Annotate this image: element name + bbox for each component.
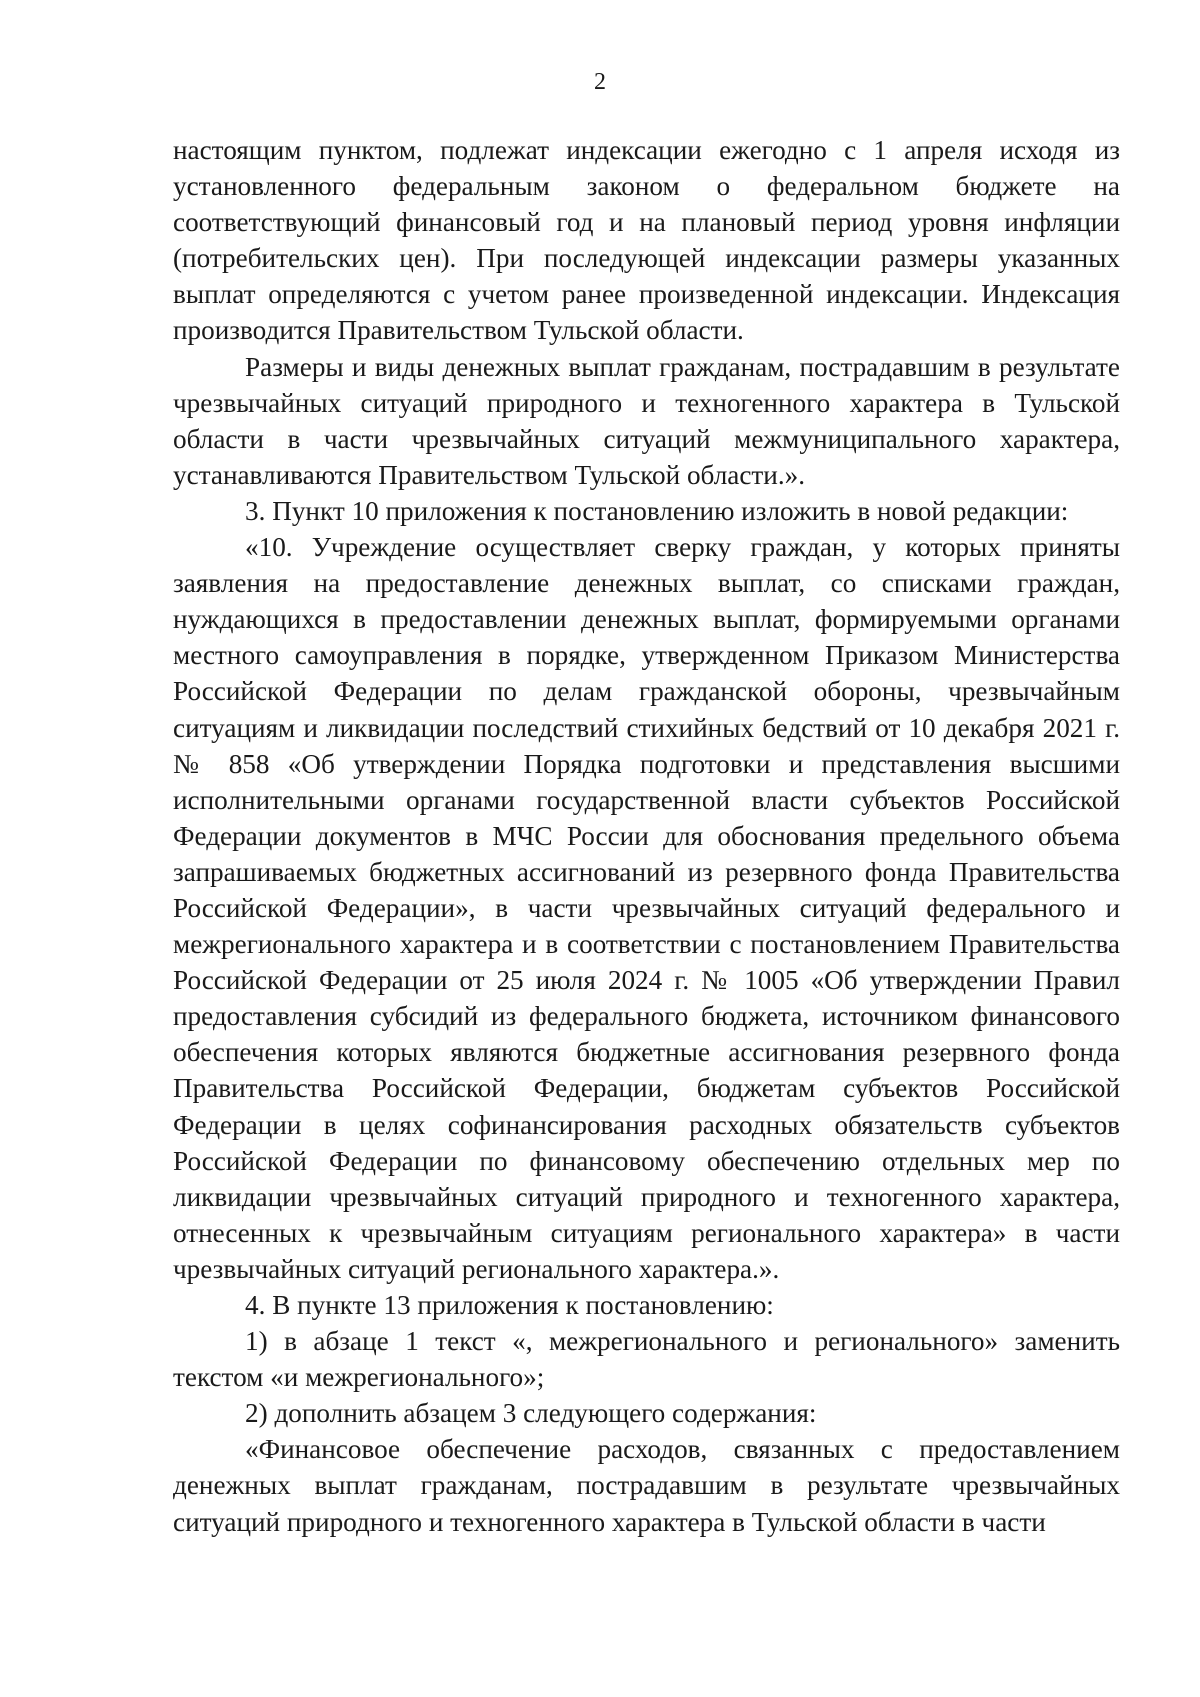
paragraph-item-4: 4. В пункте 13 приложения к постановлению: xyxy=(245,1290,774,1320)
paragraph-financing: «Финансовое обеспечение расходов, связанных с предоставлением денежных выплат гражданам, пострадавшим в результате чрезвычайных ситуаций природного и техногенного характера в Тульской области в части xyxy=(173,1434,1120,1537)
page-number: 2 xyxy=(594,69,606,95)
document-body xyxy=(173,132,1120,1540)
paragraph-subitem-2: 2) дополнить абзацем 3 следующего содержания: xyxy=(245,1398,817,1429)
paragraph-indexation: настоящим пунктом, подлежат индексации ежегодно с 1 апреля исходя из установленного федеральным законом о федеральном бюджете на соответствующий финансовый год и на плановый период уровня инфляции (потребительских цен). При последующей индексации размеры указанных выплат определяются с учетом ранее произведенной индексации. Индексация производится Правительством Тульской области. xyxy=(173,135,1120,346)
paragraph-clause-10: «10. Учреждение осуществляет сверку граждан, у которых приняты заявления на предоставление денежных выплат, со списками граждан, нуждающихся в предоставлении денежных выплат, формируемыми органами местного самоуправления в порядке, утвержденном Приказом Министерства Российской Федерации по делам гражданской обороны, чрезвычайным ситуациям и ликвидации последствий стихийных бедствий от 10 декабря 2021 г. № 858 «Об утверждении Порядка подготовки и представления высшими исполнительными органами государственной власти субъектов Российской Федерации документов в МЧС России для обоснования предельного объема запрашиваемых бюджетных ассигнований из резервного фонда Правительства Российской Федерации», в части чрезвычайных ситуаций федерального и межрегионального характера и в соответствии с постановлением Правительства Российской Федерации от 25 июля 2024 г. № 1005 «Об утверждении Правил предоставления субсидий из федерального бюджета, источником финансового обеспечения которых являются бюджетные ассигнования резервного фонда Правительства Российской Федерации, бюджетам субъектов Российской Федерации в целях софинансирования расходных обязательств субъектов Российской Федерации по финансовому обеспечению отдельных мер по ликвидации чрезвычайных ситуаций природного и техногенного характера, отнесенных к чрезвычайным ситуациям регионального характера» в части чрезвычайных ситуаций регионального характера.». xyxy=(173,532,1120,1284)
paragraph-payment-sizes: Размеры и виды денежных выплат гражданам, пострадавшим в результате чрезвычайных ситуаций природного и техногенного характера в Тульской области в части чрезвычайных ситуаций межмуниципального характера, устанавливаются Правительством Тульской области.». xyxy=(173,351,1120,490)
paragraph-item-3: 3. Пункт 10 приложения к постановлению изложить в новой редакции: xyxy=(245,495,1069,526)
paragraph-subitem-1: 1) в абзаце 1 текст «, межрегионального и регионального» заменить текстом «и межрегионального»; xyxy=(173,1326,1120,1393)
